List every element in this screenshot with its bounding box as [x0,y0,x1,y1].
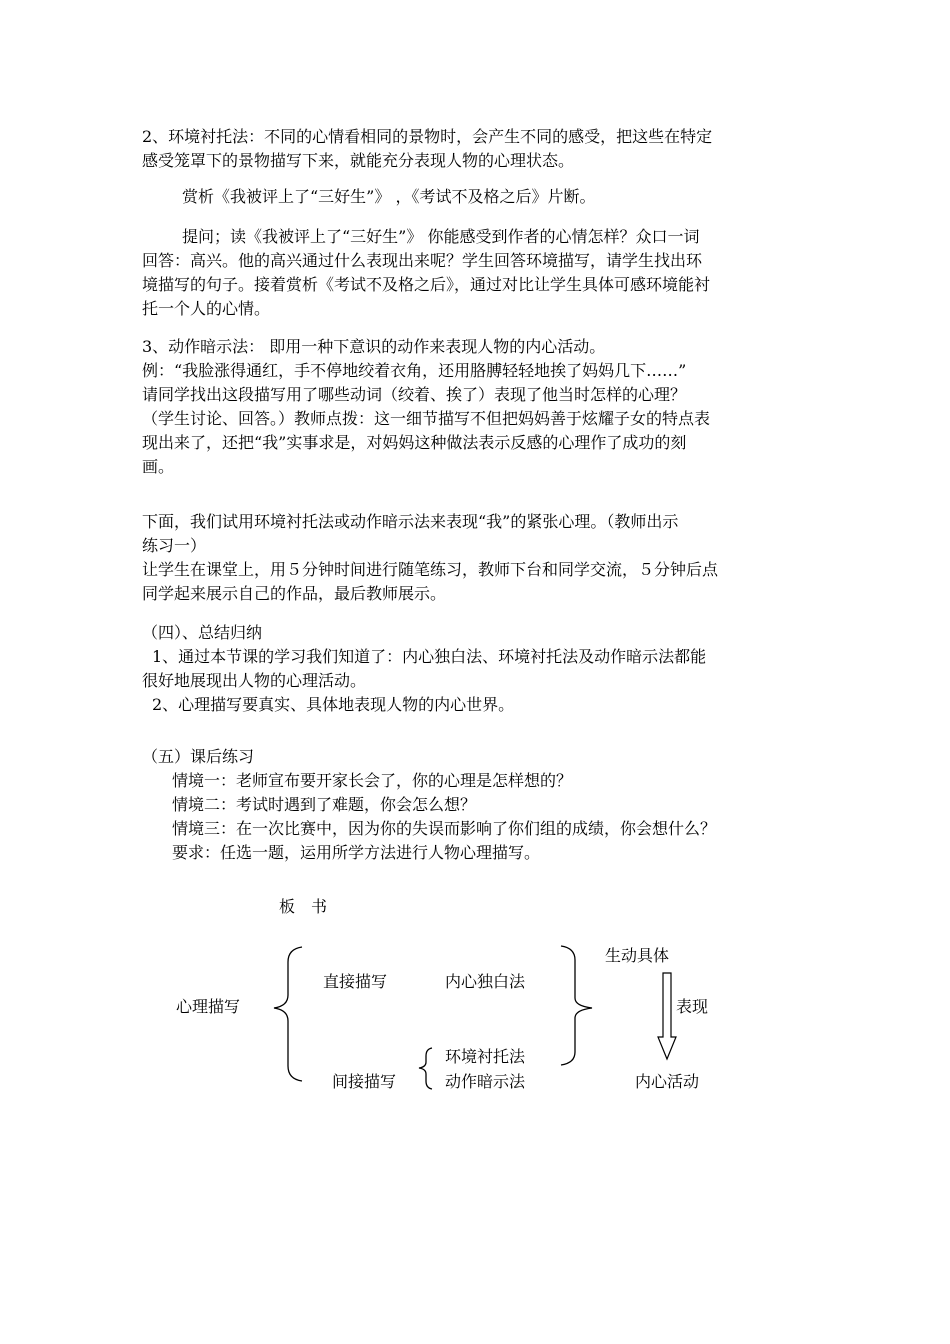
board-environment: 环境衬托法 [445,1047,526,1066]
board-action: 动作暗示法 [445,1072,526,1091]
right-brace [561,946,592,1065]
p4-line-4: （学生讨论、回答。）教师点拨：这一细节描写不但把妈妈善于炫耀子女的特点表 [142,409,711,428]
board-monologue: 内心独白法 [445,972,526,991]
p6-heading: （四）、总结归纳 [142,623,263,642]
p6-line-3: 很好地展现出人物的心理活动。 [142,671,367,690]
p3-line-3: 境描写的句子。接着赏析《考试不及格之后》，通过对比让学生具体可感环境能衬 [142,275,711,294]
p7-heading: （五）课后练习 [142,747,255,766]
p5-line-3: 让学生在课堂上，用５分钟时间进行随笔练习，教师下台和同学交流，５分钟后点 [142,560,719,579]
p5-line-4: 同学起来展示自己的作品，最后教师展示。 [142,584,447,603]
p5-line-2: 练习一） [142,536,207,555]
board-indirect: 间接描写 [332,1072,397,1091]
p7-line-3: 情境二：考试时遇到了难题，你会怎么想？ [172,795,477,814]
p3-line-4: 托一个人的心情。 [142,299,271,318]
p3-line-1: 提问；读《我被评上了“三好生”》 你能感受到作者的心情怎样？众口一词 [182,227,700,246]
p1-line-2: 感受笼罩下的景物描写下来，就能充分表现人物的心理状态。 [142,151,575,170]
p4-line-5: 现出来了，还把“我”实事求是，对妈妈这种做法表示反感的心理作了成功的刻 [142,433,687,452]
board-root: 心理描写 [176,997,241,1016]
p3-line-2: 回答：高兴。他的高兴通过什么表现出来呢？学生回答环境描写，请学生找出环 [142,251,703,270]
p7-line-5: 要求：任选一题，运用所学方法进行人物心理描写。 [172,843,541,862]
p1-line-1: 2、环境衬托法：不同的心情看相同的景物时，会产生不同的感受，把这些在特定 [142,127,713,146]
express-arrow [658,973,676,1059]
p4-line-3: 请同学找出这段描写用了哪些动词（绞着、挨了）表现了他当时怎样的心理？ [142,385,687,404]
board-inner: 内心活动 [635,1072,700,1091]
board-title: 板 书 [279,897,328,916]
p4-line-2: 例：“我脸涨得通红，手不停地绞着衣角，还用胳膊轻轻地挨了妈妈几下……” [142,361,687,380]
p6-line-2: 1、通过本节课的学习我们知道了：内心独白法、环境衬托法及动作暗示法都能 [152,647,707,666]
board-direct: 直接描写 [323,972,388,991]
board-vivid: 生动具体 [605,946,670,965]
small-brace [419,1048,432,1089]
p7-line-2: 情境一：老师宣布要开家长会了，你的心理是怎样想的？ [172,771,573,790]
p4-line-1: 3、动作暗示法： 即用一种下意识的动作来表现人物的内心活动。 [142,337,606,356]
p4-line-6: 画。 [142,457,175,476]
p7-line-4: 情境三：在一次比赛中，因为你的失误而影响了你们组的成绩，你会想什么？ [172,819,717,838]
p2-line-1: 赏析《我被评上了“三好生”》 ，《考试不及格之后》片断。 [182,187,596,206]
p6-line-4: 2、心理描写要真实、具体地表现人物的内心世界。 [152,695,515,714]
left-brace [274,947,302,1081]
p5-line-1: 下面，我们试用环境衬托法或动作暗示法来表现“我”的紧张心理。（教师出示 [142,512,679,531]
board-express: 表现 [676,997,709,1016]
